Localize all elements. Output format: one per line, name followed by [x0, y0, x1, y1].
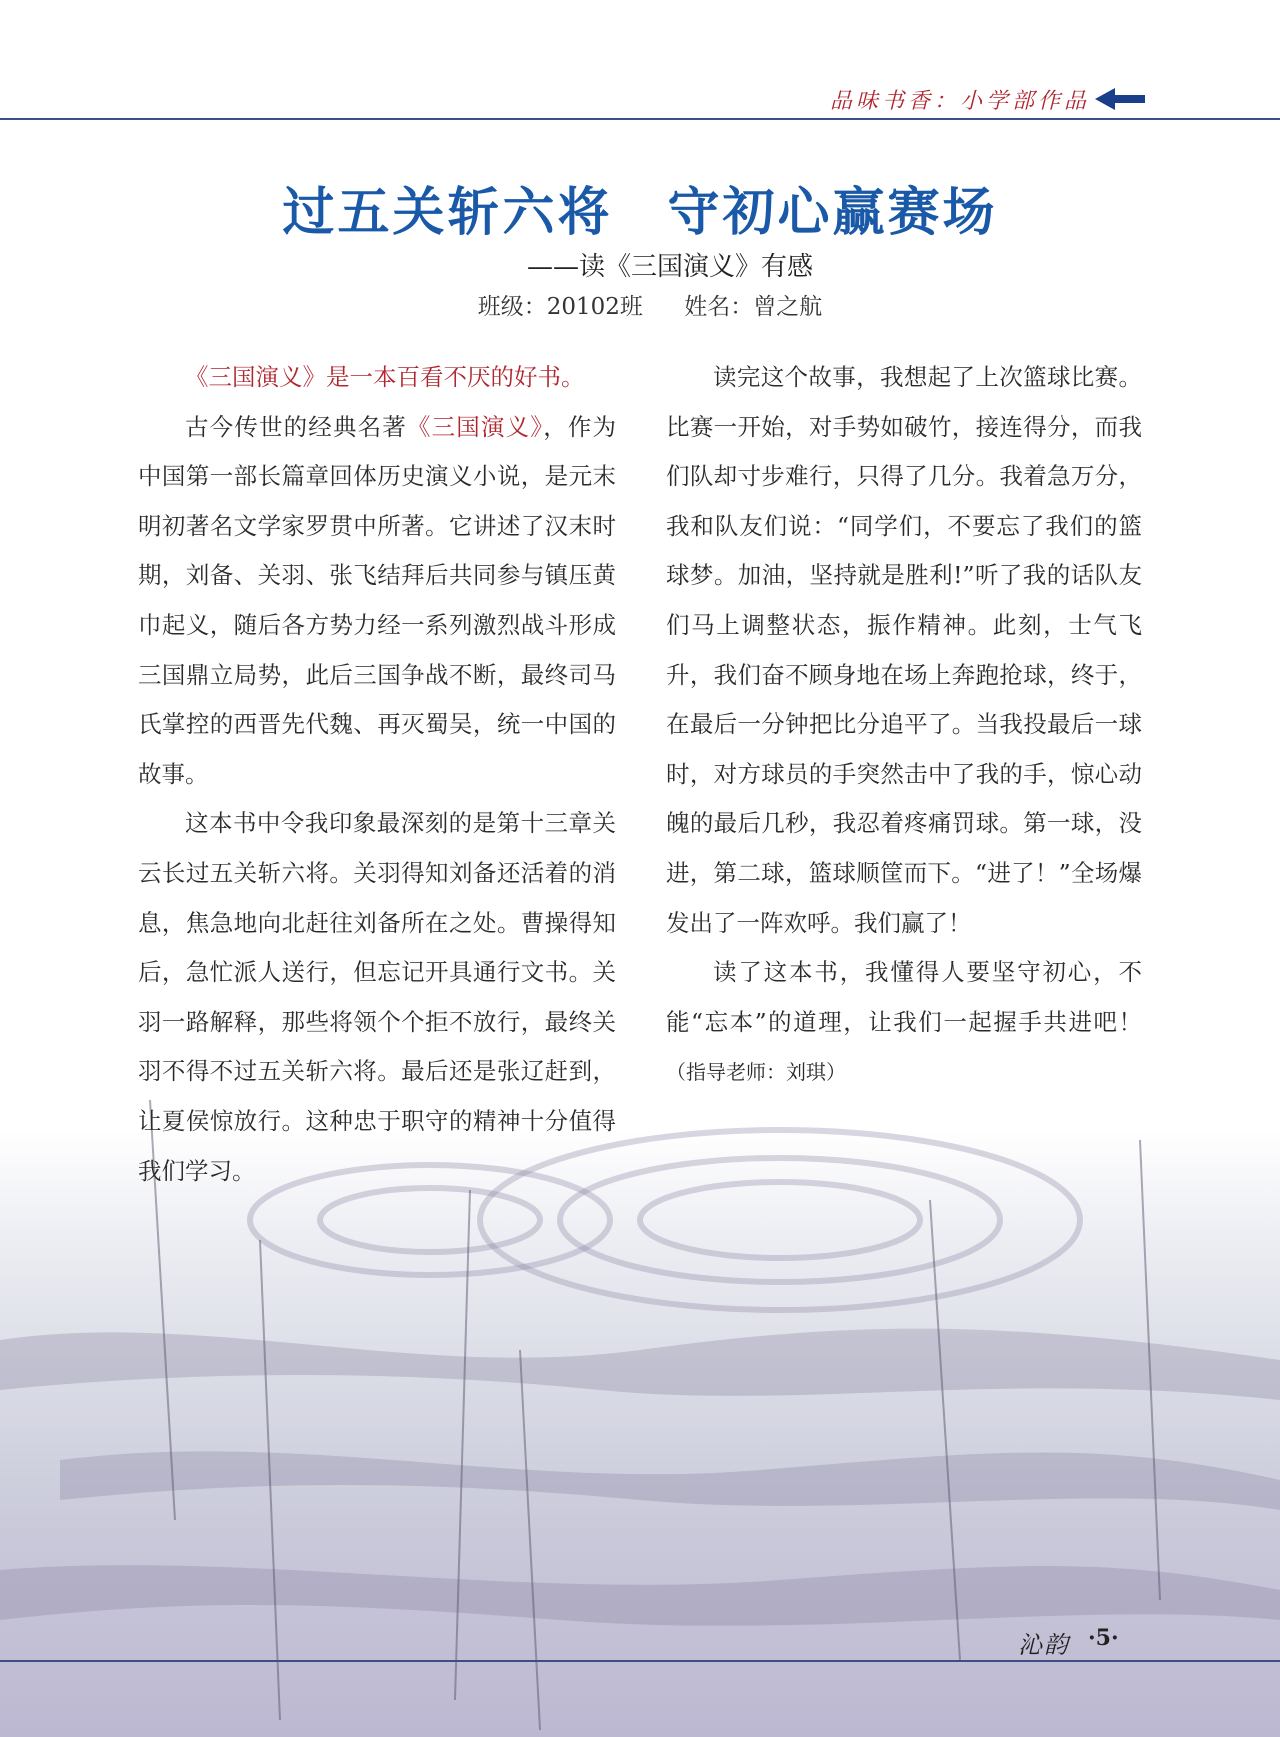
author-name: 姓名：曾之航 [684, 294, 823, 320]
paragraph [666, 948, 1142, 1098]
paragraph-text: ，作为中国第一部长篇章回体历史演义小说，是元末明初著名文学家罗贯中所著。它讲述了汉末时期，刘备、关羽、张飞结拜后共同参与镇压黄巾起义，随后各方势力经一系列激烈战斗形成三国鼎立局势，此后三国争战不断，最终司马氏掌控的西晋先代魏、再灭蜀吴，统一中国的故事。 [138, 412, 617, 788]
left-arrow-icon [1095, 86, 1145, 112]
section-label: 品味书香：小学部作品 [829, 89, 1090, 114]
right-column [666, 353, 1142, 1098]
paragraph-text: 读了这本书，我懂得人要坚守初心，不能“忘本”的道理，让我们一起握手共进吧！ [666, 958, 1142, 1036]
paragraph [138, 403, 616, 800]
paragraph: 读完这个故事，我想起了上次篮球比赛。比赛一开始，对手势如破竹，接连得分，而我们队却寸步难行，只得了几分。我着急万分，我和队友们说：“同学们，不要忘了我们的篮球梦。加油，坚持就是胜利!”听了我的话队友们马上调整状态，振作精神。此刻，士气飞升，我们奋不顾身地在场上奔跑抢球，终于，在最后一分钟把比分追平了。当我投最后一球时，对方球员的手突然击中了我的手，惊心动魄的最后几秒，我忍着疼痛罚球。第一球，没进，第二球，篮球顺筐而下。“进了！”全场爆发出了一阵欢呼。我们赢了！ [666, 363, 1142, 937]
byline [0, 288, 1280, 321]
class-label: 班级：20102班 [477, 294, 643, 320]
paragraph-text: 古今传世的经典名著 [185, 412, 407, 441]
magazine-name: 沁韵 [1018, 1631, 1070, 1659]
paragraph: 《三国演义》是一本百看不厌的好书。 [185, 363, 585, 391]
paragraph: 这本书中令我印象最深刻的是第十三章关云长过五关斩六将。关羽得知刘备还活着的消息，焦急地向北赶往刘备所在之处。曹操得知后，急忙派人送行，但忘记开具通行文书。关羽一路解释，那些将领个个拒不放行，最终关羽不得不过五关斩六将。最后还是张辽赶到，让夏侯惊放行。这种忠于职守的精神十分值得我们学习。 [138, 809, 616, 1185]
footer-rule [0, 1660, 1280, 1662]
book-title: 《三国演义》 [406, 412, 544, 441]
left-column [138, 353, 616, 1196]
article-title: 过五关斩六将 守初心赢赛场 [282, 183, 998, 243]
header-rule [0, 118, 1280, 120]
article-subtitle: ——读《三国演义》有感 [526, 252, 813, 282]
teacher-note: （指导老师：刘琪） [666, 1060, 846, 1085]
page-number: ·5· [1088, 1625, 1119, 1651]
